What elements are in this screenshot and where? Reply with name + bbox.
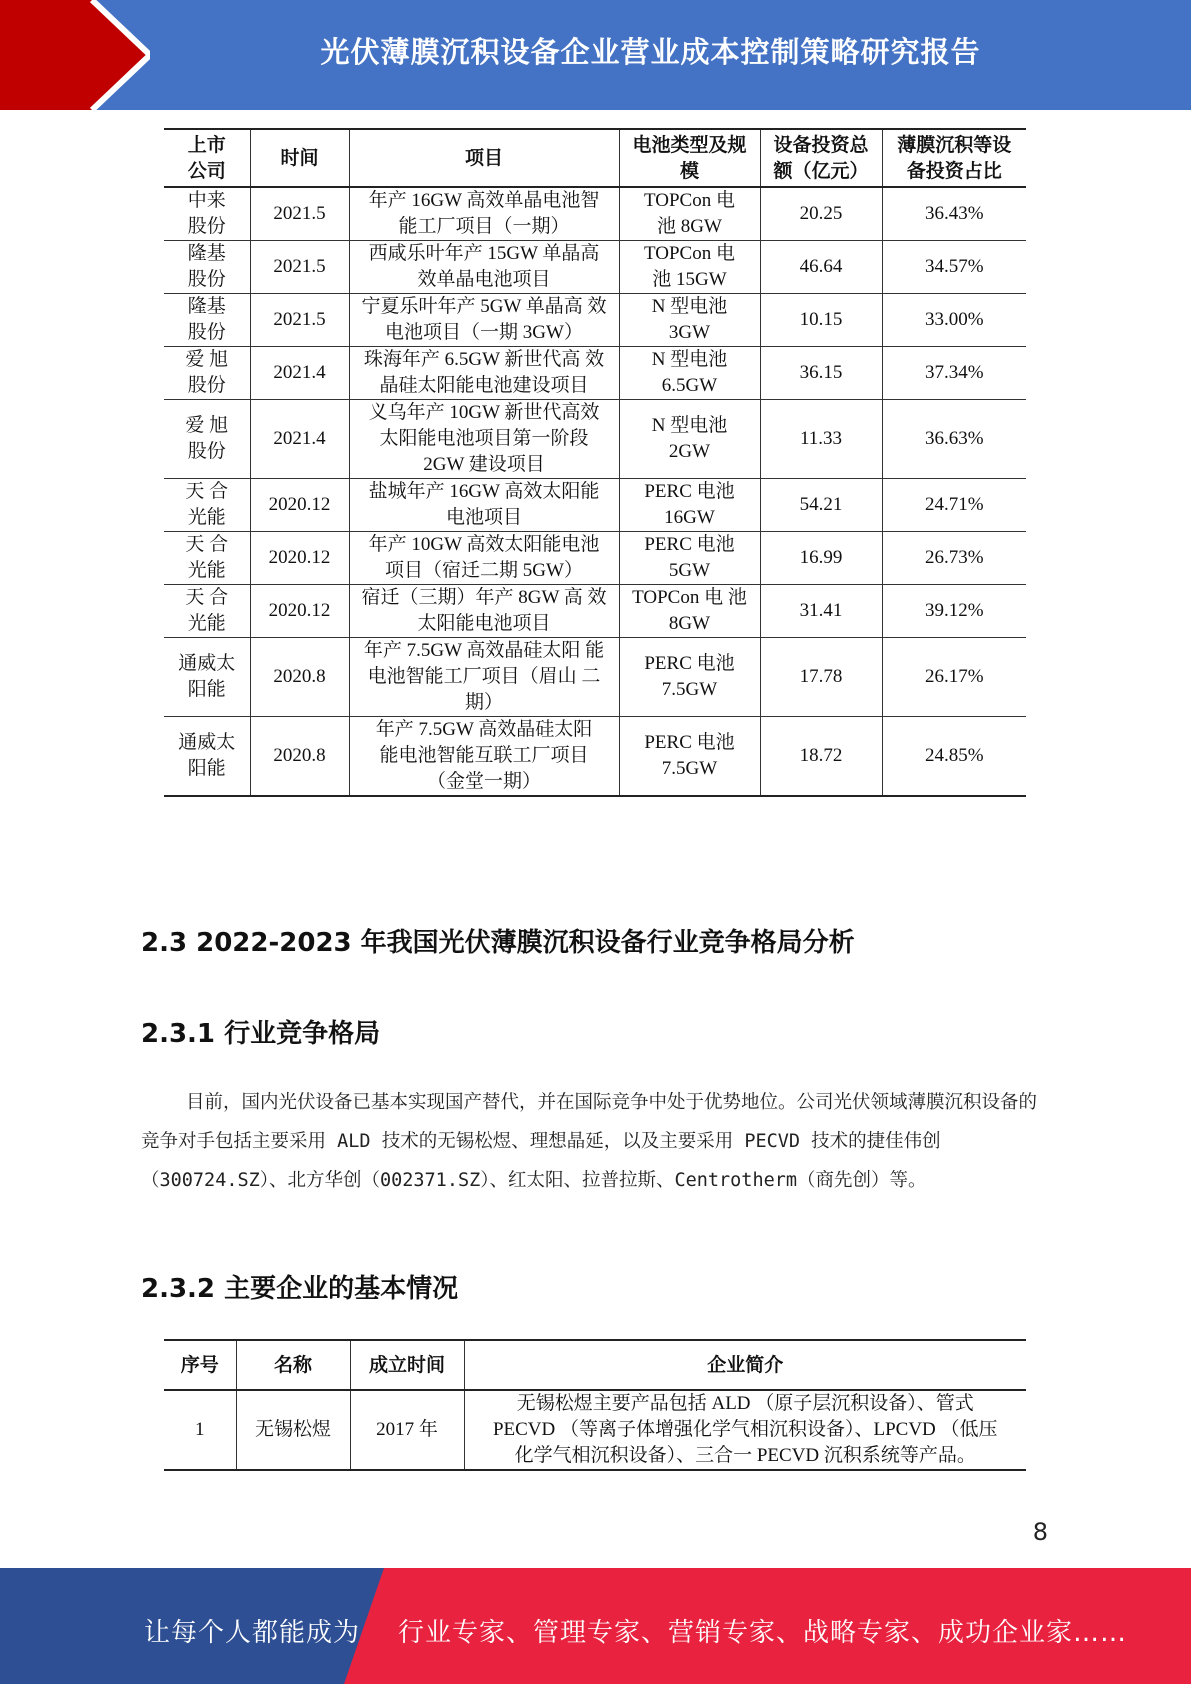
investment-table-cell: 宿迁（三期）年产 8GW 高 效 太阳能电池项目 xyxy=(349,585,619,638)
investment-table-cell: 36.43% xyxy=(882,187,1026,241)
company-table-cell: 无锡松煜主要产品包括 ALD （原子层沉积设备）、管式 PECVD （等离子体增强化学气相沉积设备）、LPCVD （低压 化学气相沉积设备）、三合一 PECVD 沉积系统等产品。 xyxy=(464,1390,1026,1470)
company-table-header-row xyxy=(164,1340,1026,1390)
investment-table-header-cell: 时间 xyxy=(250,129,349,187)
company-table-cell: 1 xyxy=(164,1390,236,1470)
investment-table-cell: 34.57% xyxy=(882,241,1026,294)
investment-table-row xyxy=(164,347,1026,400)
investment-table-cell: 24.85% xyxy=(882,717,1026,797)
investment-table-cell: 33.00% xyxy=(882,294,1026,347)
investment-table-body xyxy=(164,187,1026,796)
investment-table-header-cell: 电池类型及规 模 xyxy=(619,129,760,187)
competition-paragraph: 目前，国内光伏设备已基本实现国产替代，并在国际竞争中处于优势地位。公司光伏领域薄膜沉积设备的竞争对手包括主要采用 ALD 技术的无锡松煜、理想晶延，以及主要采用 PECVD 技术的捷佳伟创（300724.SZ）、北方华创（002371.SZ）、红太阳、拉普拉斯、Centrotherm（商先创）等。 xyxy=(141,1092,1038,1191)
company-table-header-cell: 名称 xyxy=(236,1340,350,1390)
investment-table-cell: PERC 电池 5GW xyxy=(619,532,760,585)
investment-table-cell: 年产 7.5GW 高效晶硅太阳 能电池智能互联工厂项目 （金堂一期） xyxy=(349,717,619,797)
investment-table-cell: N 型电池 2GW xyxy=(619,400,760,479)
investment-table-cell: 10.15 xyxy=(760,294,882,347)
investment-table-row xyxy=(164,638,1026,717)
investment-table-cell: 西咸乐叶年产 15GW 单晶高 效单晶电池项目 xyxy=(349,241,619,294)
investment-table-cell: 16.99 xyxy=(760,532,882,585)
investment-table-cell: 天 合 光能 xyxy=(164,585,250,638)
footer-slogan-left: 让每个人都能成为 xyxy=(144,1618,361,1648)
company-table-header-cell: 序号 xyxy=(164,1340,236,1390)
section-2-3-2-heading: 2.3.2 主要企业的基本情况 xyxy=(141,1274,459,1304)
investment-table-cell: 37.34% xyxy=(882,347,1026,400)
investment-table-row xyxy=(164,400,1026,479)
investment-table-cell: 通威太 阳能 xyxy=(164,717,250,797)
section-2-3-1-heading: 2.3.1 行业竞争格局 xyxy=(141,1019,381,1049)
investment-table-cell: 2021.5 xyxy=(250,187,349,241)
investment-table-cell: 爱 旭 股份 xyxy=(164,400,250,479)
investment-table-cell: 隆基 股份 xyxy=(164,241,250,294)
investment-table-cell: 爱 旭 股份 xyxy=(164,347,250,400)
investment-table-cell: 宁夏乐叶年产 5GW 单晶高 效 电池项目（一期 3GW） xyxy=(349,294,619,347)
investment-table-cell: TOPCon 电 池 8GW xyxy=(619,187,760,241)
investment-table-cell: PERC 电池 16GW xyxy=(619,479,760,532)
company-table-cell: 2017 年 xyxy=(350,1390,464,1470)
investment-table-cell: N 型电池 6.5GW xyxy=(619,347,760,400)
investment-table-cell: 年产 16GW 高效单晶电池智 能工厂项目（一期） xyxy=(349,187,619,241)
investment-table-cell: TOPCon 电 池 15GW xyxy=(619,241,760,294)
investment-table-row xyxy=(164,717,1026,797)
investment-table-cell: 2020.8 xyxy=(250,638,349,717)
investment-table-cell: 11.33 xyxy=(760,400,882,479)
investment-table-cell: 2020.12 xyxy=(250,532,349,585)
investment-table-cell: 39.12% xyxy=(882,585,1026,638)
investment-table-cell: 2021.4 xyxy=(250,400,349,479)
investment-table-cell: TOPCon 电 池 8GW xyxy=(619,585,760,638)
company-table-header-cell: 成立时间 xyxy=(350,1340,464,1390)
investment-table xyxy=(164,128,1026,797)
investment-table-cell: 年产 10GW 高效太阳能电池 项目（宿迁二期 5GW） xyxy=(349,532,619,585)
investment-table-cell: PERC 电池 7.5GW xyxy=(619,638,760,717)
investment-table-cell: 义乌年产 10GW 新世代高效 太阳能电池项目第一阶段 2GW 建设项目 xyxy=(349,400,619,479)
investment-table-row xyxy=(164,585,1026,638)
investment-table-cell: N 型电池 3GW xyxy=(619,294,760,347)
report-title: 光伏薄膜沉积设备企业营业成本控制策略研究报告 xyxy=(320,34,981,69)
footer-slogan-right: 行业专家、管理专家、营销专家、战略专家、成功企业家…… xyxy=(398,1618,1128,1648)
investment-table-header-row xyxy=(164,129,1026,187)
investment-table-row xyxy=(164,479,1026,532)
investment-table-cell: 36.15 xyxy=(760,347,882,400)
investment-table-cell: 26.17% xyxy=(882,638,1026,717)
investment-table-header-cell: 项目 xyxy=(349,129,619,187)
investment-table-cell: 18.72 xyxy=(760,717,882,797)
investment-table-row xyxy=(164,532,1026,585)
investment-table-cell: 盐城年产 16GW 高效太阳能 电池项目 xyxy=(349,479,619,532)
page-number: 8 xyxy=(1032,1518,1048,1546)
investment-table-cell: 隆基 股份 xyxy=(164,294,250,347)
company-table-cell: 无锡松煜 xyxy=(236,1390,350,1470)
investment-table-cell: 2020.12 xyxy=(250,479,349,532)
investment-table-cell: 31.41 xyxy=(760,585,882,638)
investment-table-cell: 年产 7.5GW 高效晶硅太阳 能 电池智能工厂项目（眉山 二 期） xyxy=(349,638,619,717)
company-table-header-cell: 企业简介 xyxy=(464,1340,1026,1390)
investment-table-cell: 20.25 xyxy=(760,187,882,241)
investment-table-cell: 54.21 xyxy=(760,479,882,532)
company-table xyxy=(164,1339,1026,1471)
investment-table-row xyxy=(164,294,1026,347)
investment-table-cell: 2020.8 xyxy=(250,717,349,797)
investment-table-header-cell: 上市 公司 xyxy=(164,129,250,187)
investment-table-cell: 天 合 光能 xyxy=(164,479,250,532)
investment-table-row xyxy=(164,241,1026,294)
investment-table-cell: 36.63% xyxy=(882,400,1026,479)
section-2-3-heading: 2.3 2022-2023 年我国光伏薄膜沉积设备行业竞争格局分析 xyxy=(141,928,855,958)
investment-table-cell: 珠海年产 6.5GW 新世代高 效 晶硅太阳能电池建设项目 xyxy=(349,347,619,400)
company-table-body xyxy=(164,1390,1026,1470)
investment-table-cell: 2021.5 xyxy=(250,241,349,294)
investment-table-cell: 46.64 xyxy=(760,241,882,294)
investment-table-cell: 2021.4 xyxy=(250,347,349,400)
investment-table-header-cell: 设备投资总 额（亿元） xyxy=(760,129,882,187)
investment-table-cell: 中来 股份 xyxy=(164,187,250,241)
investment-table-cell: PERC 电池 7.5GW xyxy=(619,717,760,797)
investment-table-cell: 2020.12 xyxy=(250,585,349,638)
investment-table-cell: 2021.5 xyxy=(250,294,349,347)
investment-table-cell: 通威太 阳能 xyxy=(164,638,250,717)
investment-table-header-cell: 薄膜沉积等设 备投资占比 xyxy=(882,129,1026,187)
investment-table-cell: 26.73% xyxy=(882,532,1026,585)
investment-table-cell: 17.78 xyxy=(760,638,882,717)
header-red-chevron xyxy=(0,0,150,110)
investment-table-cell: 24.71% xyxy=(882,479,1026,532)
investment-table-row xyxy=(164,187,1026,241)
company-table-row xyxy=(164,1390,1026,1470)
investment-table-cell: 天 合 光能 xyxy=(164,532,250,585)
